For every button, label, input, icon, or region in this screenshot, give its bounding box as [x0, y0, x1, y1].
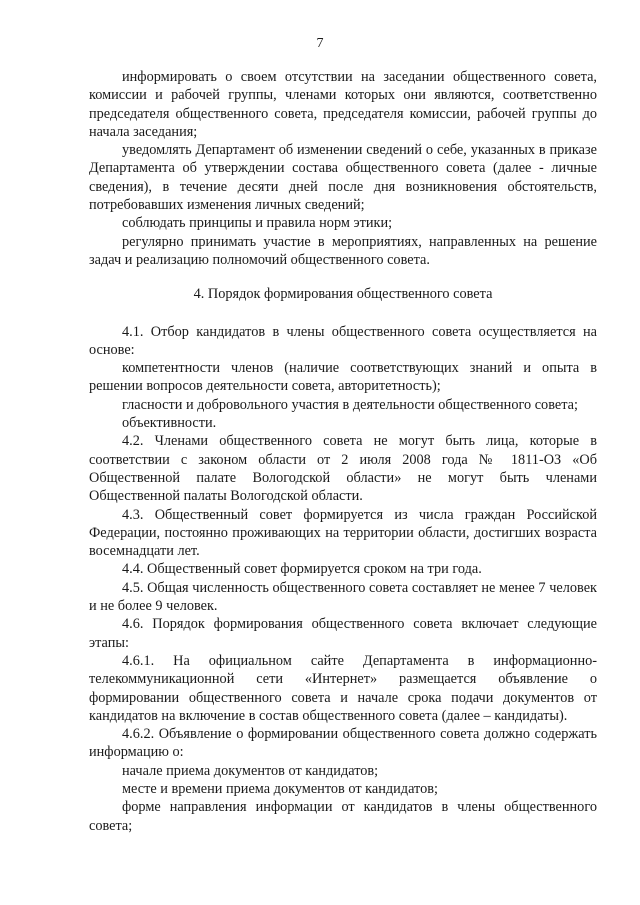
paragraph: форме направления информации от кандидатов в члены общественного совета; — [89, 799, 597, 834]
paragraph: гласности и добровольного участия в деятельности общественного совета; — [122, 396, 578, 413]
paragraph: 4.1. Отбор кандидатов в члены общественного совета осуществляется на основе: — [89, 323, 597, 358]
paragraph: 4.6.2. Объявление о формировании общественного совета должно содержать информацию о: — [89, 726, 597, 761]
page-number: 7 — [316, 36, 324, 51]
document-body — [89, 68, 597, 835]
paragraph: соблюдать принципы и правила норм этики; — [122, 215, 393, 232]
paragraph: 4.6.1. На официальном сайте Департамента в информационно-телекоммуникационной сети «Интернет» размещается объявление о формировании общественного совета и начале срока подачи документов от кандидатов на включение в состав общественного совета (далее – кандидаты). — [89, 652, 597, 724]
section-heading: 4. Порядок формирования общественного совета — [193, 286, 493, 303]
paragraph: информировать о своем отсутствии на заседании общественного совета, комиссии и рабочей группы, членами которых они являются, соответственно председателя общественного совета, председателя комиссии, рабочей группы до начала заседания; — [89, 69, 597, 140]
paragraph: начале приема документов от кандидатов; — [122, 762, 379, 779]
paragraph: месте и времени приема документов от кандидатов; — [122, 780, 438, 797]
paragraph: 4.2. Членами общественного совета не могут быть лица, которые в соответствии с законом области от 2 июля 2008 года № 1811-ОЗ «Об Общественной палате Вологодской области» не могут быть членами Общественной палаты Вологодской области. — [89, 433, 597, 505]
paragraph: 4.6. Порядок формирования общественного совета включает следующие этапы: — [89, 616, 597, 651]
paragraph: 4.5. Общая численность общественного совета составляет не менее 7 человек и не более 9 человек. — [89, 579, 597, 615]
paragraph: объективности. — [122, 415, 217, 432]
paragraph: 4.3. Общественный совет формируется из числа граждан Российской Федерации, постоянно проживающих на территории области, достигших возраста восемнадцати лет. — [89, 506, 597, 560]
paragraph: компетентности членов (наличие соответствующих знаний и опыта в решении вопросов деятельности совета, авторитетность); — [89, 360, 597, 395]
paragraph: 4.4. Общественный совет формируется сроком на три года. — [122, 561, 482, 578]
paragraph: регулярно принимать участие в мероприятиях, направленных на решение задач и реализацию полномочий общественного совета. — [89, 233, 597, 268]
paragraph: уведомлять Департамент об изменении сведений о себе, указанных в приказе Департамента об утверждении состава общественного совета (далее - личные сведения), в течение десяти дней после дня возникновения обстоятельств, потребовавших изменения личных сведений; — [89, 142, 597, 214]
